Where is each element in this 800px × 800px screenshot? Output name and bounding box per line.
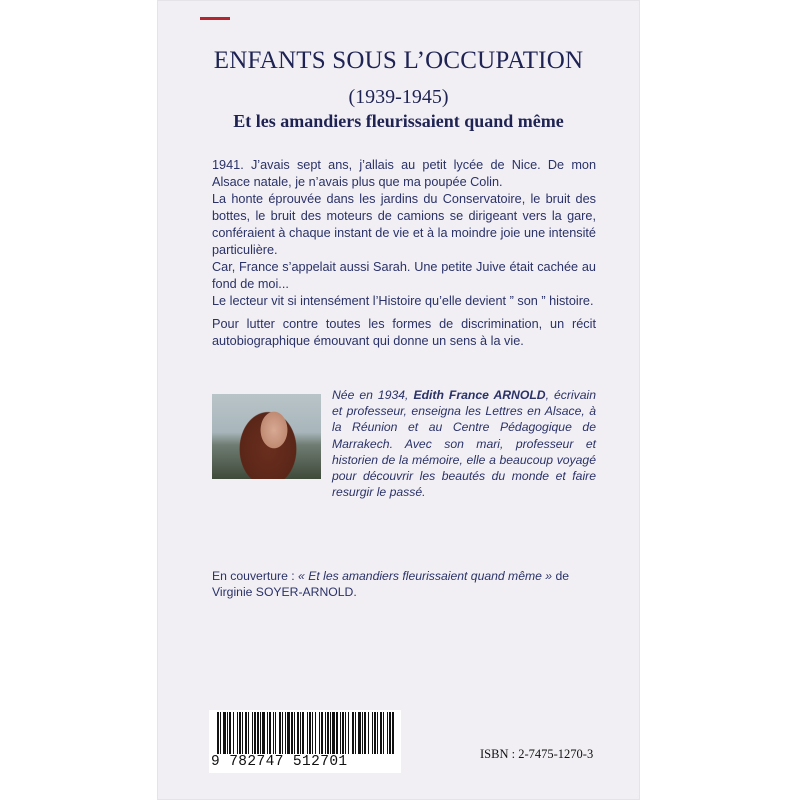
barcode-bar	[387, 712, 388, 754]
barcode-bar	[229, 712, 231, 754]
cover-credit	[212, 568, 596, 600]
barcode-bar	[355, 712, 356, 754]
barcode-bar	[285, 712, 286, 754]
barcode-bar	[248, 712, 249, 754]
barcode-bar	[297, 712, 299, 754]
barcode-bar	[377, 712, 378, 754]
barcode-bar	[254, 712, 256, 754]
barcode-bar	[392, 712, 394, 754]
barcode-bar	[330, 712, 331, 754]
barcode	[209, 710, 401, 773]
barcode-bar	[336, 712, 338, 754]
mission-statement	[212, 316, 596, 350]
barcode-bar	[312, 712, 313, 754]
barcode-bar	[340, 712, 341, 754]
book-title: ENFANTS SOUS L’OCCUPATION	[213, 47, 584, 74]
red-accent-bar	[200, 17, 230, 20]
barcode-bar	[342, 712, 344, 754]
barcode-bar	[362, 712, 363, 754]
isbn: ISBN : 2-7475-1270-3	[480, 747, 594, 761]
mission-paragraph: Pour lutter contre toutes les formes de discrimination, un récit autobiographique émouvant qui donne un sens à la vie.	[212, 317, 596, 348]
bio-prefix: Née en 1934,	[332, 388, 414, 402]
barcode-bar	[321, 712, 323, 754]
barcode-bar	[307, 712, 308, 754]
barcode-bar	[315, 712, 316, 754]
author-photo	[212, 394, 321, 479]
barcode-bar	[348, 712, 349, 754]
barcode-bar	[345, 712, 346, 754]
book-subtitle: Et les amandiers fleurissaient quand même	[233, 111, 564, 131]
barcode-bar	[302, 712, 304, 754]
barcode-bar	[217, 712, 219, 754]
barcode-bar	[332, 712, 335, 754]
barcode-bar	[325, 712, 326, 754]
barcode-bar	[275, 712, 276, 754]
barcode-digits: 9 782747 512701	[211, 754, 348, 770]
barcode-bar	[239, 712, 241, 754]
barcode-bar	[364, 712, 366, 754]
barcode-bar	[309, 712, 311, 754]
barcode-bar	[269, 712, 271, 754]
barcode-bar	[223, 712, 226, 754]
barcode-bars	[217, 712, 395, 760]
barcode-bar	[237, 712, 238, 754]
bio-text: , écrivain et professeur, enseigna les Lettres en Alsace, à la Réunion et au Centre Pédagogique de Marrakech. Avec son mari, professeur et historien de la mémoire, elle a beaucoup voyagé pour découvrir les beautés du monde et faire resurgir le passé.	[332, 388, 596, 500]
barcode-bar	[287, 712, 290, 754]
barcode-bar	[368, 712, 369, 754]
barcode-bar	[352, 712, 354, 754]
barcode-bar	[267, 712, 268, 754]
book-years: (1939-1945)	[348, 86, 449, 108]
synopsis	[212, 157, 596, 310]
author-bio	[332, 387, 596, 500]
barcode-bar	[389, 712, 391, 754]
barcode-bar	[257, 712, 259, 754]
barcode-bar	[227, 712, 228, 754]
synopsis-paragraph: 1941. J’avais sept ans, j’allais au petit lycée de Nice. De mon Alsace natale, je n’avais plus que ma poupée Colin.	[212, 158, 596, 189]
credit-prefix: En couverture :	[212, 569, 299, 583]
synopsis-paragraph: Car, France s’appelait aussi Sarah. Une petite Juive était cachée au fond de moi...	[212, 260, 596, 291]
barcode-bar	[380, 712, 382, 754]
barcode-bar	[383, 712, 384, 754]
barcode-bar	[300, 712, 301, 754]
barcode-bar	[327, 712, 329, 754]
barcode-bar	[242, 712, 243, 754]
barcode-bar	[358, 712, 361, 754]
barcode-bar	[262, 712, 265, 754]
barcode-bar	[279, 712, 281, 754]
synopsis-paragraph: La honte éprouvée dans les jardins du Conservatoire, le bruit des bottes, le bruit des moteurs de camions se dirigeant vers la gare, conféraient à chaque instant de vie et à la moindre joie une intensité particulière.	[212, 192, 596, 257]
barcode-bar	[273, 712, 274, 754]
barcode-bar	[282, 712, 283, 754]
barcode-bar	[294, 712, 295, 754]
synopsis-paragraph: Le lecteur vit si intensément l’Histoire qu’elle devient ” son ” histoire.	[212, 294, 594, 308]
credit-suffix: de Virginie SOYER-ARNOLD.	[212, 569, 570, 599]
author-name: Edith France ARNOLD	[413, 388, 546, 402]
barcode-bar	[245, 712, 247, 754]
barcode-bar	[374, 712, 376, 754]
credit-work: « Et les amandiers fleurissaient quand même »	[298, 569, 553, 583]
barcode-bar	[252, 712, 253, 754]
barcode-bar	[372, 712, 373, 754]
barcode-bar	[291, 712, 293, 754]
barcode-bar	[233, 712, 234, 754]
barcode-bar	[260, 712, 261, 754]
barcode-bar	[220, 712, 221, 754]
barcode-bar	[319, 712, 320, 754]
